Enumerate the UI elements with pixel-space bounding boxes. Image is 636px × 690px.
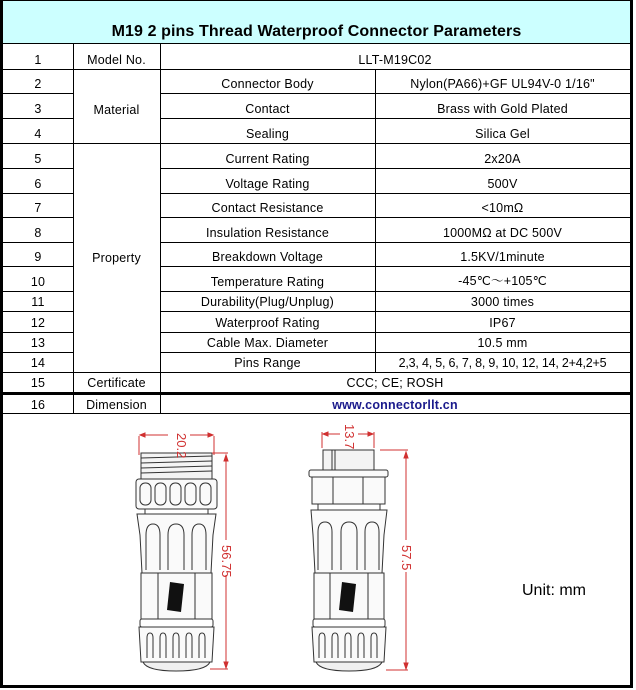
param-value: 3000 times <box>470 295 535 309</box>
param-label: Temperature Rating <box>210 275 325 289</box>
param-label: Durability(Plug/Unplug) <box>200 295 335 309</box>
category-label: Dimension <box>86 398 147 412</box>
row-number: 3 <box>34 102 42 116</box>
param-value: 1.5KV/1minute <box>460 250 545 264</box>
connector-side-view-left <box>136 453 217 671</box>
row-number: 12 <box>30 316 46 330</box>
param-label: Contact <box>245 102 290 116</box>
row-number: 10 <box>30 275 46 289</box>
length-dimension-left: 56.75 <box>219 545 234 578</box>
length-dimension-right: 57.5 <box>399 545 414 571</box>
param-label: Pins Range <box>234 356 301 370</box>
unit-label: Unit: mm <box>522 582 586 599</box>
connector-dimension-drawing <box>3 413 630 685</box>
row-number: 9 <box>34 250 42 264</box>
llt-logo-icon-left <box>167 582 184 612</box>
category-label: Model No. <box>87 53 146 67</box>
row-number: 2 <box>34 77 42 91</box>
param-value: 10.5 mm <box>477 336 528 350</box>
llt-logo-icon-right <box>339 582 356 612</box>
param-value: 1000MΩ at DC 500V <box>442 226 563 240</box>
row-number: 13 <box>30 336 46 350</box>
param-value: 2,3, 4, 5, 6, 7, 8, 9, 10, 12, 14, 2+4,2+5 <box>398 356 607 370</box>
param-value: Nylon(PA66)+GF UL94V-0 1/16" <box>410 77 595 91</box>
category-material: Material <box>93 103 140 117</box>
param-value: 2x20A <box>484 152 521 166</box>
row-number: 8 <box>34 226 42 240</box>
param-label: Voltage Rating <box>225 177 310 191</box>
row-number: 4 <box>34 127 42 141</box>
param-label: Contact Resistance <box>211 201 324 215</box>
param-value: 500V <box>487 177 518 191</box>
row-number: 7 <box>34 201 42 215</box>
row-number: 15 <box>30 376 46 390</box>
model-number-value: LLT-M19C02 <box>358 53 432 67</box>
param-label: Cable Max. Diameter <box>206 336 329 350</box>
website-link[interactable]: www.connectorllt.cn <box>332 398 458 412</box>
page-title: M19 2 pins Thread Waterproof Connector Parameters <box>111 23 522 40</box>
param-value: IP67 <box>489 316 516 330</box>
category-label: Certificate <box>87 376 146 390</box>
param-label: Waterproof Rating <box>215 316 320 330</box>
param-value: -45℃～+105℃ <box>458 274 547 288</box>
width-dimension-right: 13.7 <box>342 424 357 450</box>
param-label: Insulation Resistance <box>205 226 330 240</box>
row-number: 11 <box>31 295 45 309</box>
param-label: Breakdown Voltage <box>211 250 324 264</box>
row-number: 16 <box>30 398 46 412</box>
width-dimension-left: 20.2 <box>174 433 189 459</box>
row-number: 6 <box>34 177 42 191</box>
param-value: Silica Gel <box>475 127 530 141</box>
table-header <box>3 1 630 44</box>
param-label: Connector Body <box>221 77 314 91</box>
row-number: 14 <box>30 356 46 370</box>
row-number: 5 <box>34 152 42 166</box>
category-property: Property <box>92 251 141 265</box>
connector-side-view-right <box>309 450 388 671</box>
param-value: <10mΩ <box>481 201 524 215</box>
param-label: Sealing <box>245 127 290 141</box>
certificate-value: CCC; CE; ROSH <box>346 376 444 390</box>
param-label: Current Rating <box>225 152 310 166</box>
param-value: Brass with Gold Plated <box>437 102 568 116</box>
row-number: 1 <box>34 53 42 67</box>
